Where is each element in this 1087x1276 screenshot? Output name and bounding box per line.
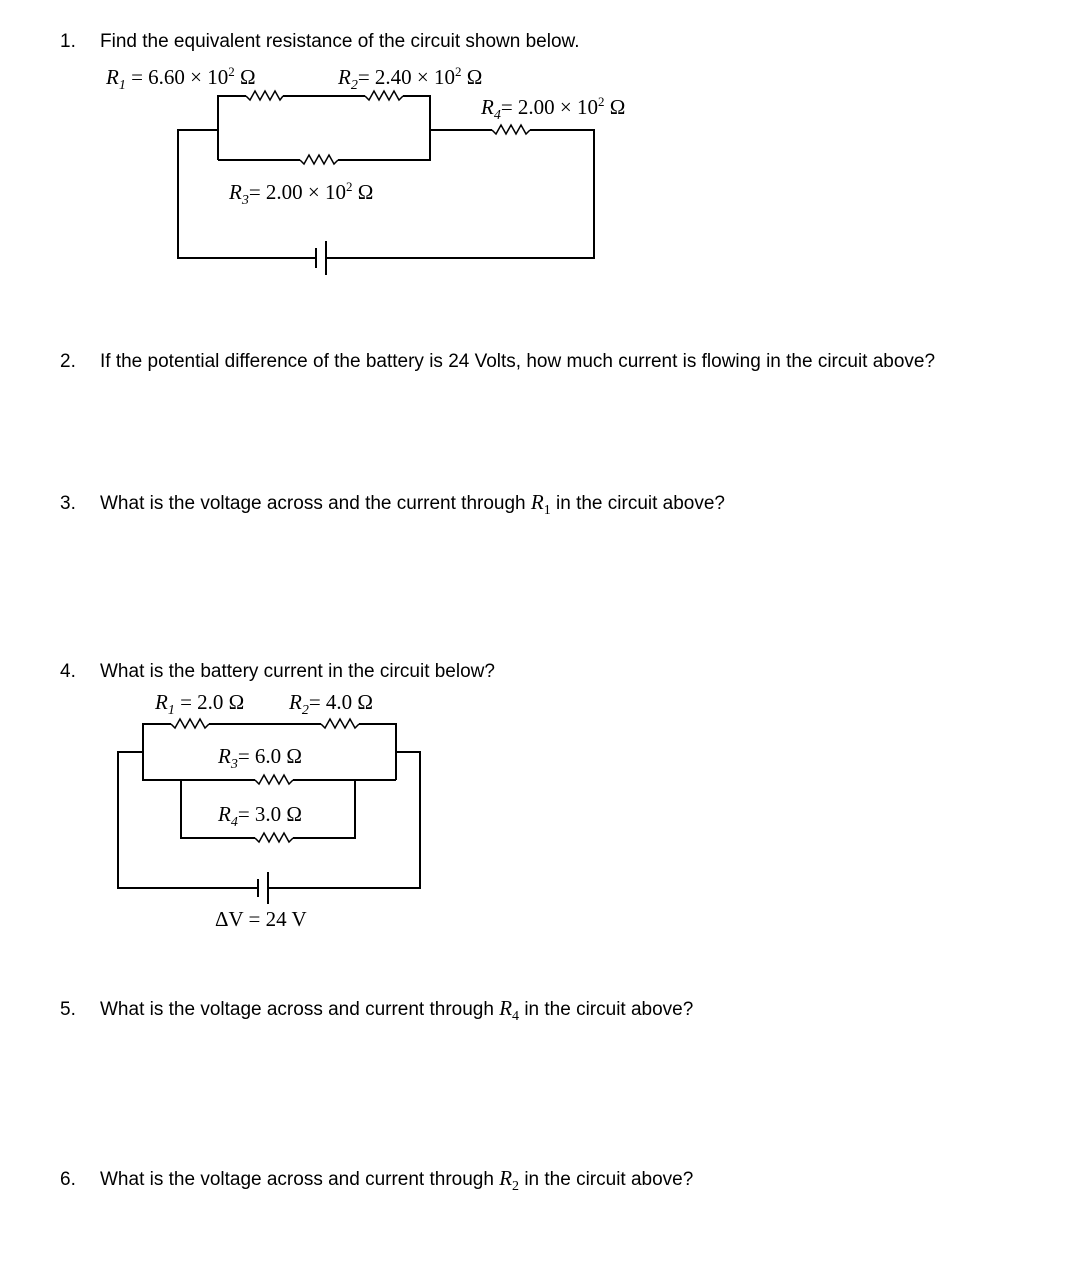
c1-r3-label: $R_3= 2.00 \times 10^2$ Ω — [229, 179, 374, 209]
c2-r3-label: $R_3= 6.0$ Ω — [218, 744, 303, 773]
resistor-symbol: $R_1$ — [530, 490, 551, 519]
question-5 — [60, 996, 693, 1029]
question-text-before: What is the voltage across and current through — [100, 1169, 500, 1190]
question-number: 3. — [60, 493, 76, 514]
question-number: 5. — [60, 999, 76, 1020]
c2-r1-label: $R_1 = 2.0$ Ω — [155, 690, 245, 719]
c1-r2-label: $R_2= 2.40 \times 10^2$ Ω — [338, 64, 483, 94]
resistor-symbol: $R_4$ — [499, 996, 520, 1025]
c1-r4-label: $R_4= 2.00 \times 10^2$ Ω — [481, 94, 626, 124]
c1-r1-label: $R_1 = 6.60 \times 10^2$ Ω — [106, 64, 256, 94]
c2-battery-label: ΔV = 24 V — [215, 907, 307, 931]
question-text: If the potential difference of the battery is 24 Volts, how much current is flowing in the circuit above? — [100, 351, 936, 372]
question-number: 4. — [60, 661, 76, 682]
question-text: Find the equivalent resistance of the circuit shown below. — [100, 31, 580, 52]
question-number: 6. — [60, 1169, 76, 1190]
wire — [143, 724, 171, 752]
question-6 — [60, 1166, 693, 1199]
c2-r4-label: $R_4= 3.0$ Ω — [218, 802, 303, 831]
question-text-after: in the circuit above? — [519, 999, 694, 1020]
wire — [181, 780, 255, 838]
wire — [293, 780, 355, 838]
wire — [118, 752, 258, 888]
resistor-symbol: $R_2$ — [499, 1166, 520, 1195]
wire — [143, 752, 255, 780]
question-text-before: What is the voltage across and current through — [100, 999, 500, 1020]
c2-r2-resistor — [321, 719, 359, 728]
c2-r4-resistor — [255, 833, 293, 842]
question-number: 1. — [60, 31, 76, 52]
question-text-after: in the circuit above? — [519, 1169, 694, 1190]
question-number: 2. — [60, 351, 76, 372]
wire — [268, 752, 420, 888]
question-text-before: What is the voltage across and the current through — [100, 493, 531, 514]
c2-r3-resistor — [255, 775, 293, 784]
c2-r1-resistor — [171, 719, 209, 728]
question-text: What is the battery current in the circuit below? — [100, 661, 495, 682]
wire — [359, 724, 396, 780]
question-text-after: in the circuit above? — [550, 493, 725, 514]
c2-r2-label: $R_2= 4.0$ Ω — [289, 690, 374, 719]
